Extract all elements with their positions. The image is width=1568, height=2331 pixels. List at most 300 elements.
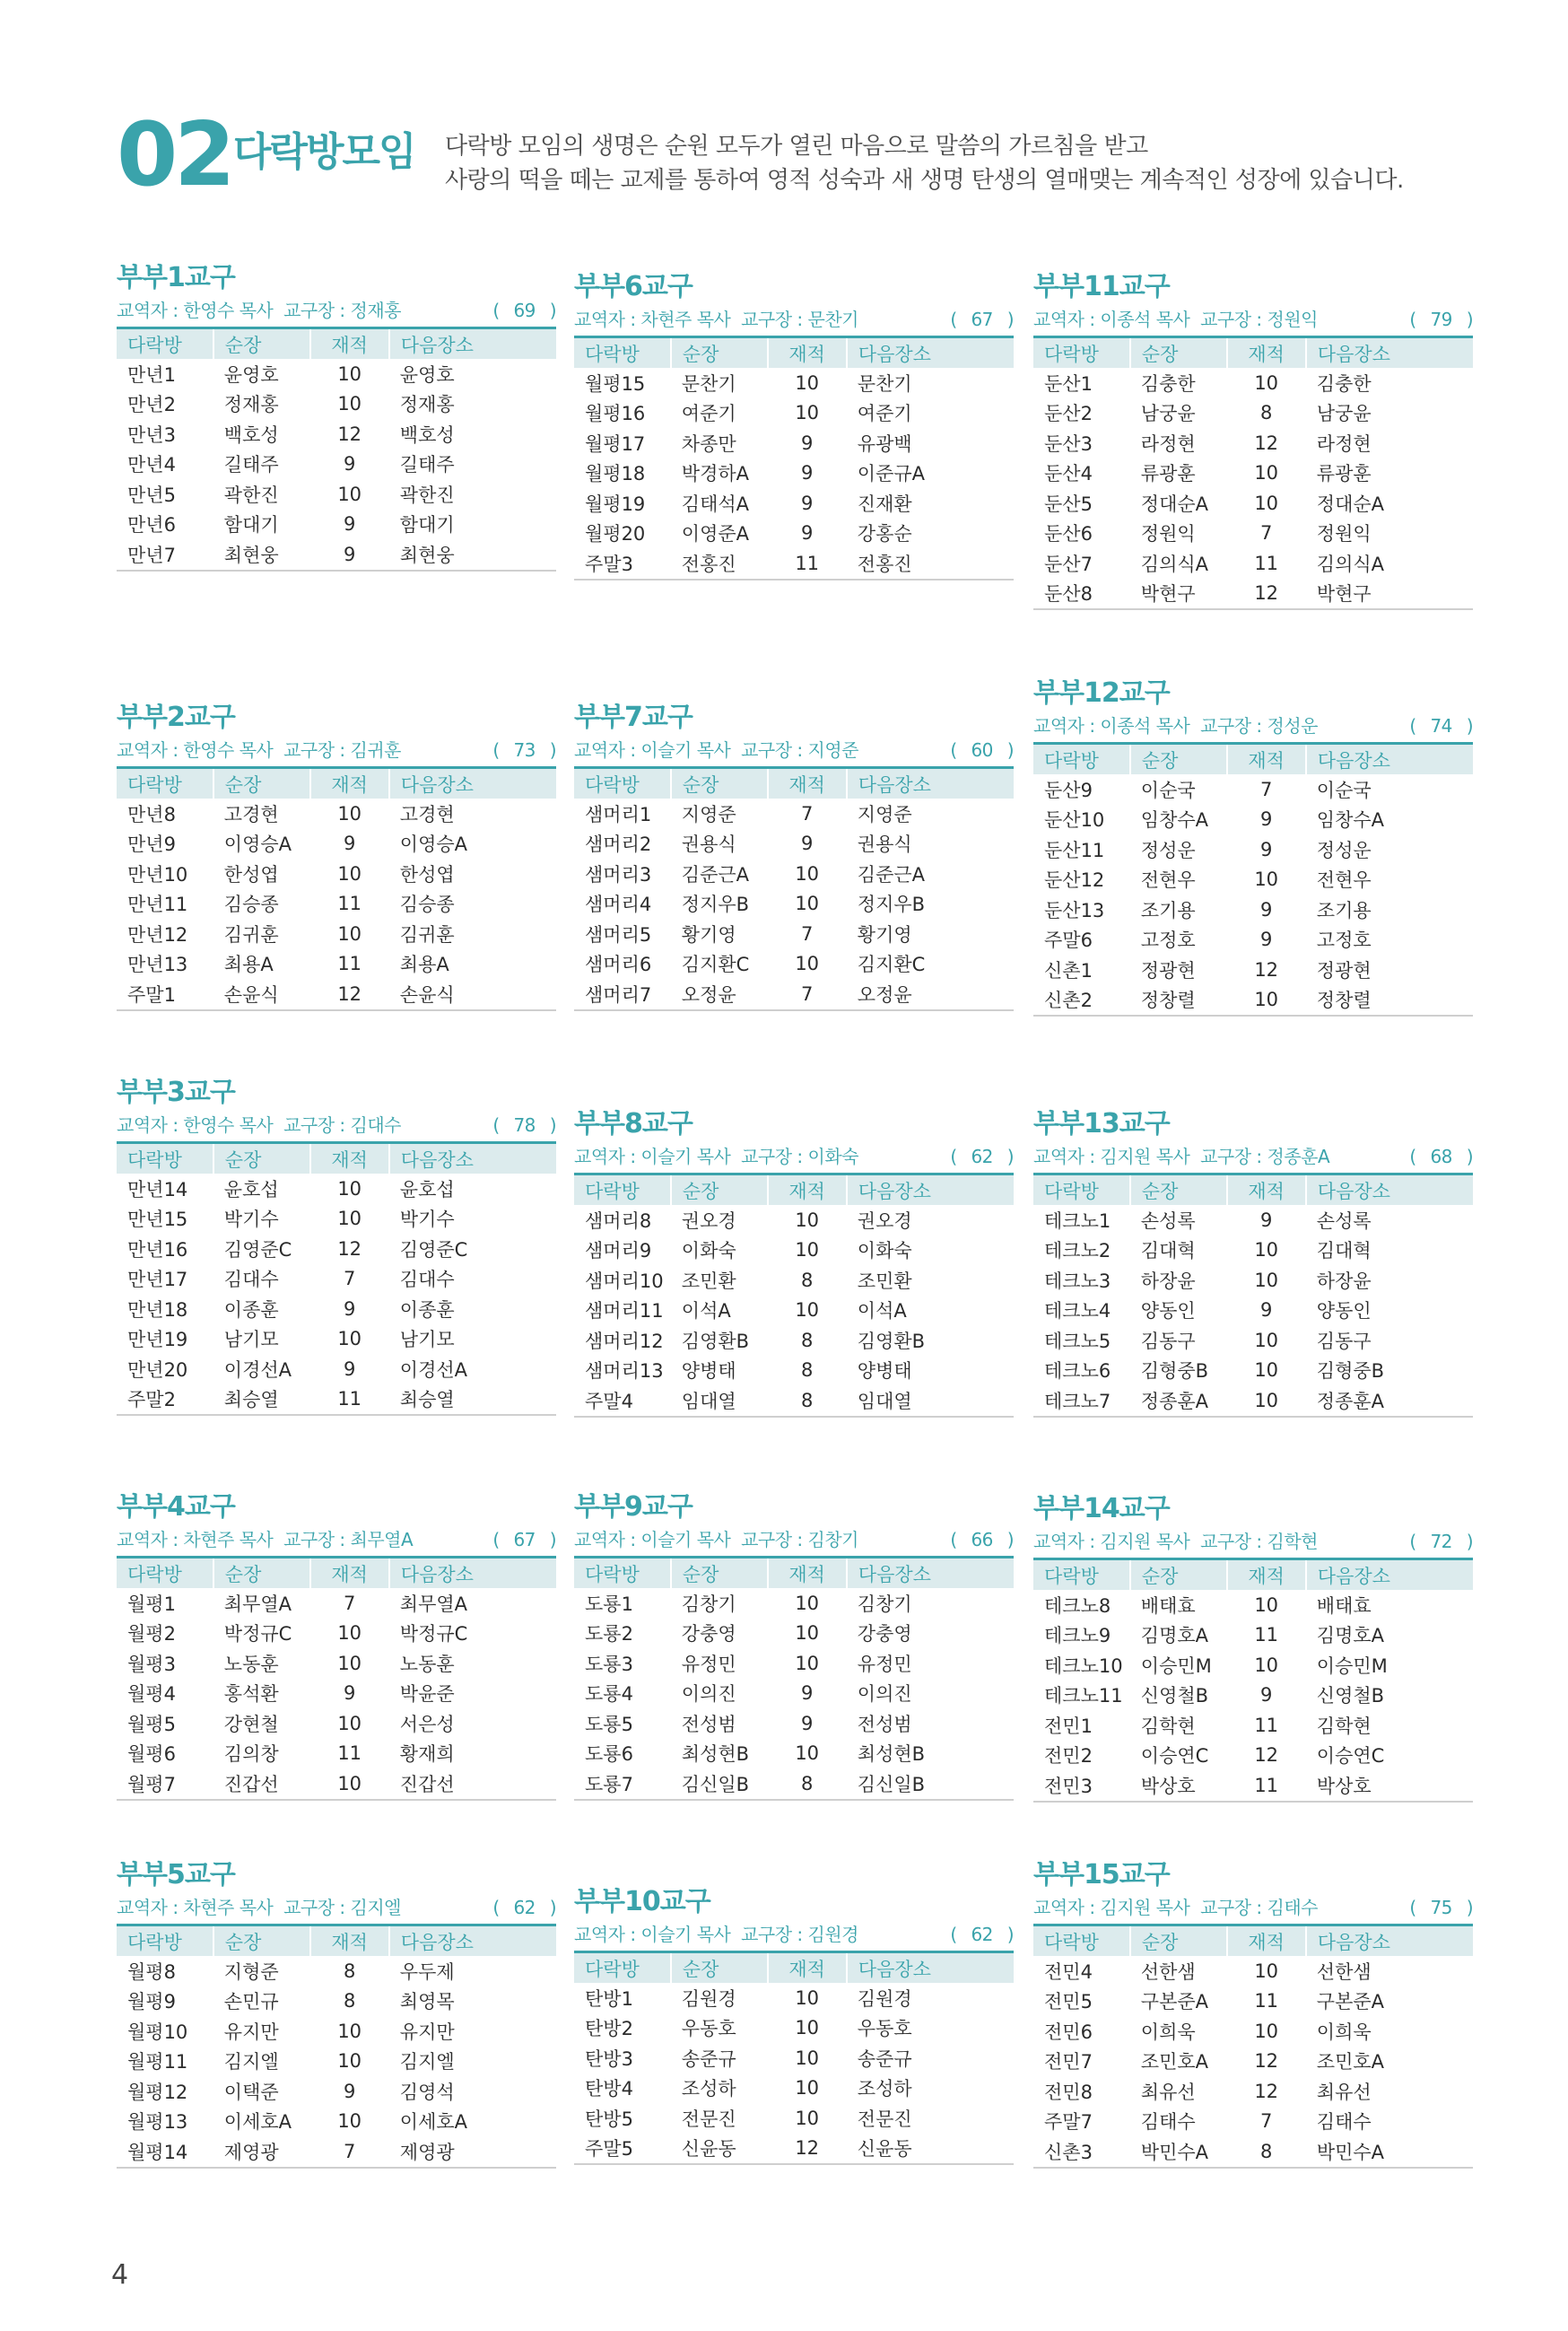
table-row [574, 1205, 1014, 1235]
column-header: 재적 [768, 337, 847, 369]
table-cell: 라정현 [1140, 432, 1196, 455]
table-cell: 월평17 [585, 432, 646, 455]
roster-table [1033, 1924, 1473, 2169]
table-cell: 10 [795, 402, 820, 424]
group-info [117, 1893, 556, 1922]
group-title: 부부12교구 [1033, 677, 1170, 709]
table-cell: 도룡3 [585, 1653, 633, 1675]
table-row [117, 829, 556, 860]
table-row [117, 479, 556, 510]
table-cell: 김지환C [857, 954, 926, 976]
table-cell: 전홍진 [847, 548, 1014, 580]
table-cell: 월평2 [127, 1623, 176, 1646]
table-cell: 조기용 [1316, 899, 1372, 921]
table-cell: 샘머리13 [585, 1360, 664, 1383]
table-cell: 월평8 [127, 1960, 176, 1983]
table-cell: 박정규C [399, 1623, 468, 1646]
table-cell: 도룡5 [585, 1713, 633, 1735]
table-cell: 최용A [399, 954, 449, 976]
table-cell: 전민2 [1044, 1745, 1093, 1768]
group-leader: 교구장 : 문찬기 [741, 309, 858, 330]
roster-table [574, 766, 1014, 1011]
table-cell: 차종만 [681, 432, 736, 455]
column-header: 재적 [310, 1925, 389, 1957]
table-cell: 샘머리2 [585, 834, 652, 856]
table-cell: 양병태 [681, 1360, 736, 1383]
table-cell: 샘머리10 [585, 1270, 664, 1292]
table-cell: 이석A [681, 1300, 731, 1323]
table-cell: 길태주 [223, 454, 279, 476]
table-cell: 최현웅 [213, 539, 310, 571]
table-cell: 조민환 [857, 1270, 912, 1292]
column-header: 다음장소 [1306, 337, 1473, 369]
table-cell: 8 [801, 1269, 814, 1291]
table-cell: 11 [1254, 1714, 1279, 1736]
table-cell: 이순국 [1140, 779, 1196, 801]
table-cell: 고경현 [223, 803, 279, 825]
group-pastor: 교역자 : 차현주 목사 [574, 309, 731, 330]
table-cell: 10 [795, 1742, 820, 1765]
table-cell: 10 [795, 1209, 820, 1231]
table-cell: 김의식A [1140, 553, 1209, 575]
table-cell: 김의식A [1316, 553, 1385, 575]
district-group [117, 1489, 556, 1801]
table-row [574, 2043, 1014, 2073]
table-cell: 12 [768, 2134, 847, 2165]
district-group [117, 1857, 556, 2169]
table-row [117, 1679, 556, 1709]
table-cell: 10 [795, 2047, 820, 2069]
table-cell: 신영철B [1140, 1685, 1209, 1707]
table-cell: 10 [795, 953, 820, 975]
table-cell: 둔산11 [1044, 839, 1105, 861]
group-count-value: 67 [513, 1529, 536, 1550]
table-cell: 10 [1254, 1359, 1279, 1382]
table-row [574, 2103, 1014, 2134]
table-cell: 신촌1 [1044, 959, 1093, 982]
district-group [574, 1489, 1014, 1801]
column-header: 순장 [1130, 337, 1227, 369]
table-cell: 월평18 [585, 463, 646, 485]
table-row [117, 2016, 556, 2047]
table-cell: 박정규C [223, 1623, 292, 1646]
roster-table [117, 1141, 556, 1416]
column-header: 재적 [310, 1143, 389, 1174]
table-cell: 만년2 [127, 394, 176, 416]
group-leader: 교구장 : 김귀훈 [283, 739, 401, 761]
table-cell: 샘머리11 [585, 1300, 664, 1323]
table-cell: 전민4 [1044, 1960, 1093, 1983]
table-row [117, 919, 556, 949]
column-header: 재적 [768, 768, 847, 799]
table-cell: 정광현 [1316, 959, 1372, 982]
table-cell: 9 [344, 453, 356, 476]
table-cell: 정광현 [1140, 959, 1196, 982]
table-cell: 정대순A [1140, 493, 1209, 515]
table-cell: 라정현 [1316, 432, 1372, 455]
description-line-1: 다락방 모임의 생명은 순원 모두가 열린 마음으로 말씀의 가르침을 받고 [445, 133, 1148, 160]
group-title: 부부13교구 [1033, 1108, 1170, 1139]
table-cell: 9 [1260, 929, 1273, 951]
table-cell: 탄방2 [585, 2018, 633, 2040]
column-header: 재적 [310, 328, 389, 360]
table-cell: 샘머리7 [574, 979, 671, 1010]
table-cell: 곽한진 [223, 484, 279, 506]
table-cell: 월평12 [127, 2081, 188, 2103]
table-row [574, 1265, 1014, 1296]
table-row [574, 548, 1014, 580]
table-row [574, 919, 1014, 949]
column-header: 다락방 [117, 1925, 213, 1957]
table-cell: 만년15 [127, 1209, 188, 1231]
table-row [1033, 1681, 1473, 1711]
table-cell: 월평11 [127, 2051, 188, 2073]
table-cell: 노동훈 [399, 1653, 455, 1675]
column-header: 다락방 [1033, 1559, 1130, 1591]
table-cell: 손윤식 [389, 979, 556, 1010]
table-cell: 탄방4 [585, 2078, 633, 2100]
group-info [574, 736, 1014, 764]
table-cell: 9 [344, 1358, 356, 1380]
roster-table [117, 766, 556, 1011]
group-info [574, 1525, 1014, 1554]
group-leader: 교구장 : 정종훈A [1200, 1146, 1330, 1167]
group-pastor: 교역자 : 이슬기 목사 [574, 1529, 731, 1550]
table-cell: 테크노6 [1044, 1360, 1111, 1383]
table-row [574, 1235, 1014, 1266]
table-row [117, 1264, 556, 1295]
table-cell: 하장윤 [1140, 1270, 1196, 1292]
table-row [117, 2076, 556, 2107]
table-cell: 9 [310, 539, 389, 571]
table-cell: 구본준A [1316, 1991, 1385, 2013]
table-cell: 손성록 [1140, 1209, 1196, 1232]
table-cell: 지영준 [681, 803, 736, 825]
table-cell: 조민호A [1316, 2051, 1385, 2073]
table-cell: 백호성 [399, 423, 455, 446]
column-header: 다음장소 [389, 1558, 556, 1589]
table-row [574, 458, 1014, 489]
table-row [117, 1588, 556, 1619]
table-cell: 박상호 [1130, 1770, 1227, 1802]
table-cell: 8 [768, 1768, 847, 1800]
table-row [1033, 1325, 1473, 1356]
table-cell: 도룡1 [585, 1593, 633, 1615]
table-cell: 8 [768, 1385, 847, 1417]
table-cell: 월평4 [127, 1683, 176, 1706]
table-cell: 한성엽 [399, 863, 455, 886]
group-member-count: ( 69 ) [492, 296, 556, 325]
table-cell: 11 [337, 1742, 362, 1765]
table-cell: 백호성 [223, 423, 279, 446]
table-cell: 이영승A [223, 834, 292, 856]
column-header: 다음장소 [847, 1174, 1014, 1206]
group-member-count: ( 67 ) [950, 305, 1014, 334]
group-leader: 교구장 : 김창기 [741, 1529, 858, 1550]
table-cell: 최현웅 [389, 539, 556, 571]
table-row [117, 539, 556, 571]
table-row [574, 889, 1014, 920]
table-cell: 9 [801, 522, 814, 545]
table-cell: 샘머리3 [585, 863, 652, 886]
group-pastor: 교역자 : 한영수 목사 [117, 1114, 274, 1136]
table-cell: 도룡2 [585, 1623, 633, 1646]
column-header: 순장 [1130, 744, 1227, 775]
column-header: 다락방 [574, 1558, 671, 1589]
table-cell: 10 [310, 1768, 389, 1800]
column-header: 재적 [310, 768, 389, 799]
district-group [1033, 1491, 1473, 1803]
table-cell: 만년4 [127, 454, 176, 476]
table-row [1033, 1741, 1473, 1771]
table-cell: 10 [337, 2110, 362, 2133]
column-header: 재적 [310, 1558, 389, 1589]
table-cell: 정창렬 [1306, 985, 1473, 1017]
group-leader: 교구장 : 김원경 [741, 1924, 858, 1945]
table-cell: 권오경 [681, 1209, 736, 1232]
column-header: 순장 [671, 337, 768, 369]
table-cell: 둔산1 [1044, 372, 1093, 395]
table-row [574, 1325, 1014, 1356]
table-cell: 여준기 [857, 403, 912, 425]
group-info [1033, 1527, 1473, 1556]
table-cell: 고경현 [399, 803, 455, 825]
table-row [574, 398, 1014, 429]
table-cell: 월평6 [127, 1743, 176, 1766]
table-cell: 10 [1254, 1960, 1279, 1982]
table-cell: 유정민 [857, 1653, 912, 1675]
table-cell: 전현우 [1140, 869, 1196, 892]
column-header: 재적 [1227, 744, 1306, 775]
table-cell: 김귀훈 [399, 923, 455, 946]
table-cell: 최용A [223, 954, 274, 976]
table-cell: 9 [1260, 1684, 1273, 1707]
roster-table [574, 1173, 1014, 1418]
table-cell: 김태석A [681, 493, 750, 515]
table-cell: 김영환B [857, 1330, 926, 1352]
table-cell: 김영환B [681, 1330, 750, 1352]
table-cell: 배태효 [1316, 1594, 1372, 1617]
table-cell: 월평20 [585, 523, 646, 546]
table-cell: 임대열 [847, 1385, 1014, 1417]
table-row [574, 2134, 1014, 2165]
table-cell: 10 [1254, 1593, 1279, 1616]
table-cell: 9 [1260, 1209, 1273, 1231]
table-cell: 10 [337, 393, 362, 415]
table-row [574, 2073, 1014, 2104]
table-cell: 테크노3 [1044, 1270, 1111, 1292]
table-cell: 김승종 [223, 894, 279, 916]
table-cell: 10 [1227, 985, 1306, 1017]
group-title: 부부8교구 [574, 1108, 693, 1139]
table-cell: 이승민M [1316, 1654, 1388, 1677]
table-cell: 테크노8 [1044, 1594, 1111, 1617]
table-cell: 남기모 [399, 1329, 455, 1351]
roster-table [117, 1924, 556, 2169]
column-header: 다락방 [574, 1952, 671, 1984]
table-cell: 이세호A [223, 2111, 292, 2134]
table-row [1033, 428, 1473, 458]
table-cell: 홍석환 [223, 1683, 279, 1706]
table-cell: 9 [801, 432, 814, 454]
table-cell: 만년11 [127, 894, 188, 916]
table-row [1033, 2136, 1473, 2168]
table-cell: 박민수A [1130, 2136, 1227, 2168]
group-info [1033, 305, 1473, 334]
table-row [117, 2136, 556, 2168]
district-group [117, 260, 556, 572]
table-cell: 정대순A [1316, 493, 1385, 515]
group-pastor: 교역자 : 김지원 목사 [1033, 1146, 1190, 1167]
group-leader: 교구장 : 이화숙 [741, 1146, 858, 1167]
table-cell: 10 [337, 1652, 362, 1674]
table-cell: 테크노5 [1044, 1330, 1111, 1352]
table-row [574, 859, 1014, 889]
table-cell: 고정호 [1140, 930, 1196, 952]
table-cell: 이종훈 [223, 1298, 279, 1321]
group-pastor: 교역자 : 김지원 목사 [1033, 1897, 1190, 1918]
group-pastor: 교역자 : 차현주 목사 [117, 1897, 274, 1918]
table-cell: 둔산3 [1044, 432, 1093, 455]
table-cell: 정성운 [1140, 839, 1196, 861]
table-row [574, 1739, 1014, 1769]
group-count-value: 62 [513, 1897, 536, 1918]
table-cell: 만년14 [127, 1178, 188, 1200]
table-cell: 김동구 [1316, 1330, 1372, 1352]
column-header: 순장 [671, 1952, 768, 1984]
table-cell: 테크노10 [1044, 1654, 1123, 1677]
table-cell: 김명호A [1316, 1625, 1385, 1647]
table-cell: 제영광 [213, 2136, 310, 2168]
table-cell: 김지엘 [223, 2051, 279, 2073]
table-row [117, 979, 556, 1010]
table-cell: 테크노1 [1044, 1209, 1111, 1232]
table-cell: 이승연C [1316, 1745, 1385, 1768]
table-row [1033, 548, 1473, 579]
district-group [117, 700, 556, 1011]
table-cell: 9 [801, 833, 814, 855]
table-cell: 테크노4 [1044, 1300, 1111, 1323]
group-title: 부부2교구 [117, 702, 235, 733]
table-cell: 양병태 [857, 1360, 912, 1383]
table-cell: 조성하 [857, 2078, 912, 2100]
column-header: 재적 [1227, 1174, 1306, 1206]
table-cell: 10 [795, 1592, 820, 1614]
table-cell: 오정윤 [847, 979, 1014, 1010]
table-cell: 월평1 [127, 1593, 176, 1615]
table-cell: 11 [337, 893, 362, 915]
table-row [574, 1619, 1014, 1649]
table-cell: 정지우B [857, 894, 926, 916]
group-member-count: ( 72 ) [1409, 1527, 1473, 1556]
group-count-value: 78 [513, 1114, 536, 1136]
column-header: 다락방 [574, 1174, 671, 1206]
table-cell: 10 [337, 922, 362, 945]
table-cell: 고정호 [1316, 930, 1372, 952]
table-row [574, 1588, 1014, 1619]
table-cell: 전홍진 [671, 548, 768, 580]
table-cell: 9 [344, 1682, 356, 1705]
table-cell: 김신일B [671, 1768, 768, 1800]
table-cell: 8 [801, 1329, 814, 1351]
group-count-value: 68 [1430, 1146, 1452, 1167]
table-cell: 샘머리5 [585, 923, 652, 946]
table-row [1033, 398, 1473, 429]
table-row [117, 1324, 556, 1355]
column-header: 다락방 [117, 768, 213, 799]
group-count-value: 79 [1430, 309, 1452, 330]
table-row [1033, 955, 1473, 985]
table-cell: 이희욱 [1316, 2021, 1372, 2043]
table-cell: 둔산8 [1033, 579, 1130, 610]
district-group [1033, 1106, 1473, 1418]
table-cell: 12 [1254, 432, 1279, 454]
table-row [1033, 805, 1473, 835]
table-cell: 윤영호 [399, 363, 455, 386]
group-pastor: 교역자 : 한영수 목사 [117, 300, 274, 321]
column-header: 순장 [1130, 1925, 1227, 1957]
table-cell: 김준근A [857, 863, 926, 886]
district-group [574, 1106, 1014, 1418]
table-cell: 김태수 [1316, 2111, 1372, 2134]
table-row [1033, 2076, 1473, 2107]
table-cell: 이의진 [681, 1683, 736, 1706]
table-row [117, 1354, 556, 1384]
table-cell: 강충영 [681, 1623, 736, 1646]
district-group [1033, 676, 1473, 1017]
table-row [117, 450, 556, 480]
table-cell: 손성록 [1316, 1209, 1372, 1232]
table-cell: 유지만 [399, 2021, 455, 2043]
group-title: 부부10교구 [574, 1886, 710, 1917]
group-title: 부부1교구 [117, 262, 235, 293]
group-member-count: ( 67 ) [492, 1525, 556, 1554]
table-row [574, 829, 1014, 860]
group-title: 부부11교구 [1033, 271, 1170, 302]
table-cell: 김형중B [1316, 1360, 1385, 1383]
table-cell: 정종훈A [1306, 1385, 1473, 1417]
table-cell: 월평9 [127, 1991, 176, 2013]
group-pastor: 교역자 : 한영수 목사 [117, 739, 274, 761]
table-row [574, 1356, 1014, 1386]
table-row [1033, 1650, 1473, 1681]
table-cell: 양동인 [1316, 1300, 1372, 1323]
table-cell: 10 [337, 862, 362, 885]
column-header: 다음장소 [1306, 744, 1473, 775]
table-cell: 우두제 [399, 1960, 455, 1983]
table-cell: 윤영호 [223, 363, 279, 386]
group-count-value: 62 [971, 1146, 993, 1167]
table-cell: 10 [1254, 1654, 1279, 1676]
table-cell: 정재홍 [223, 394, 279, 416]
table-cell: 권용식 [857, 834, 912, 856]
table-cell: 남기모 [223, 1329, 279, 1351]
table-cell: 정원익 [1316, 523, 1372, 546]
table-cell: 진갑선 [389, 1768, 556, 1800]
table-cell: 이영준A [681, 523, 750, 546]
roster-table [117, 1556, 556, 1801]
group-pastor: 교역자 : 이슬기 목사 [574, 1146, 731, 1167]
column-header: 다음장소 [847, 1952, 1014, 1984]
district-group [1033, 1857, 1473, 2169]
table-cell: 11 [310, 1384, 389, 1416]
table-cell: 황기영 [681, 923, 736, 946]
group-info [117, 736, 556, 764]
table-row [574, 1768, 1014, 1800]
column-header: 순장 [671, 768, 768, 799]
table-row [1033, 2016, 1473, 2047]
table-row [1033, 925, 1473, 956]
